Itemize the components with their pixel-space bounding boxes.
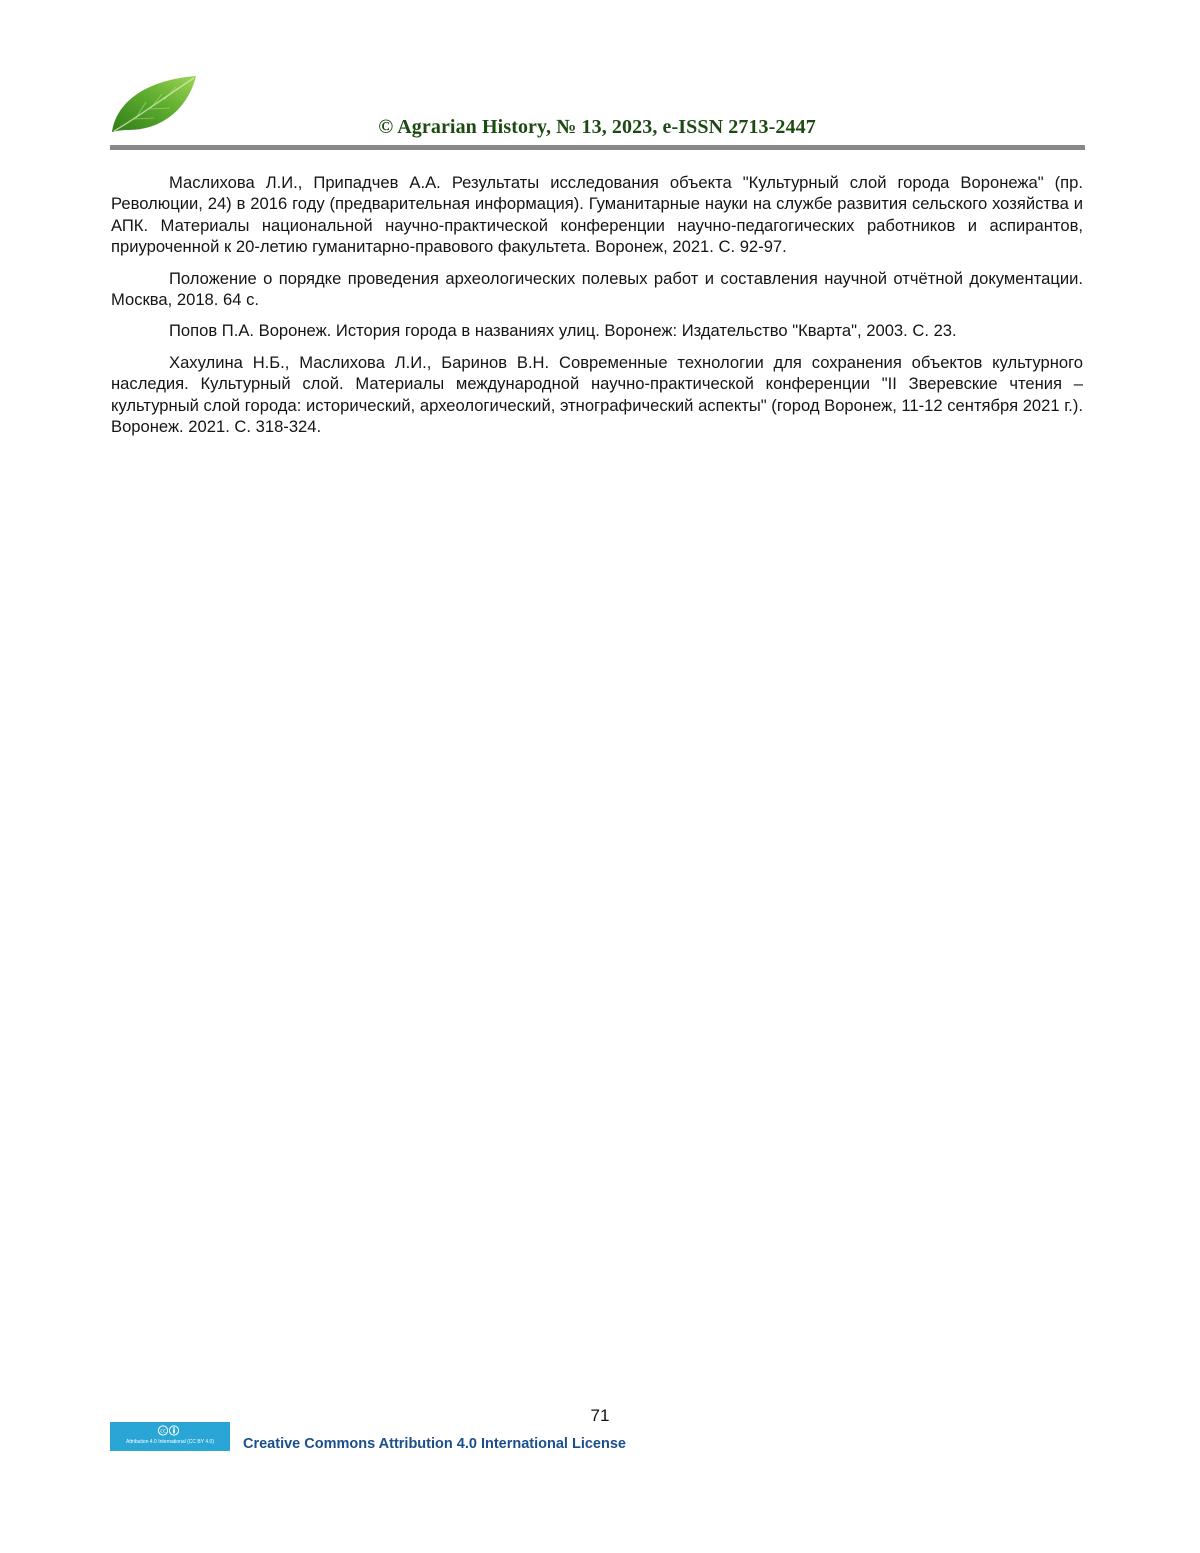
header-divider <box>110 145 1085 150</box>
cc-license-badge[interactable] <box>110 1422 230 1451</box>
reference-item: Попов П.А. Воронеж. История города в названиях улиц. Воронеж: Издательство "Кварта", 2003. С. 23. <box>169 321 957 341</box>
cc-by-icon <box>157 1425 181 1436</box>
license-link[interactable]: Creative Commons Attribution 4.0 International License <box>243 1436 626 1452</box>
reference-item: Положение о порядке проведения археологических полевых работ и составления научной отчётной документации. Москва, 2018. 64 с. <box>111 268 1083 310</box>
reference-item: Хахулина Н.Б., Маслихова Л.И., Баринов В.Н. Современные технологии для сохранения объектов культурного наследия. Культурный слой. Материалы международной научно-практической конференции "II Зверевские чтения – культурный слой города: исторический, археологический, этнографический аспекты" (город Воронеж, 11-12 сентября 2021 г.). Воронеж. 2021. С. 318-324. <box>111 352 1083 437</box>
journal-header-title: © Agrarian History, № 13, 2023, e-ISSN 2713-2447 <box>378 116 816 138</box>
svg-text:cc: cc <box>160 1428 166 1435</box>
page-number: 71 <box>590 1406 610 1425</box>
reference-list <box>111 172 1083 447</box>
cc-badge-label: Attribution 4.0 International (CC BY 4.0) <box>125 1439 214 1445</box>
reference-item: Маслихова Л.И., Припадчев А.А. Результаты исследования объекта "Культурный слой города Воронежа" (пр. Революции, 24) в 2016 году (предварительная информация). Гуманитарные науки на службе развития сельского хозяйства и АПК. Материалы национальной научно-практической конференции научно-педагогических работников и аспирантов, приуроченной к 20-летию гуманитарно-правового факультета. Воронеж, 2021. С. 92-97. <box>111 173 1083 257</box>
